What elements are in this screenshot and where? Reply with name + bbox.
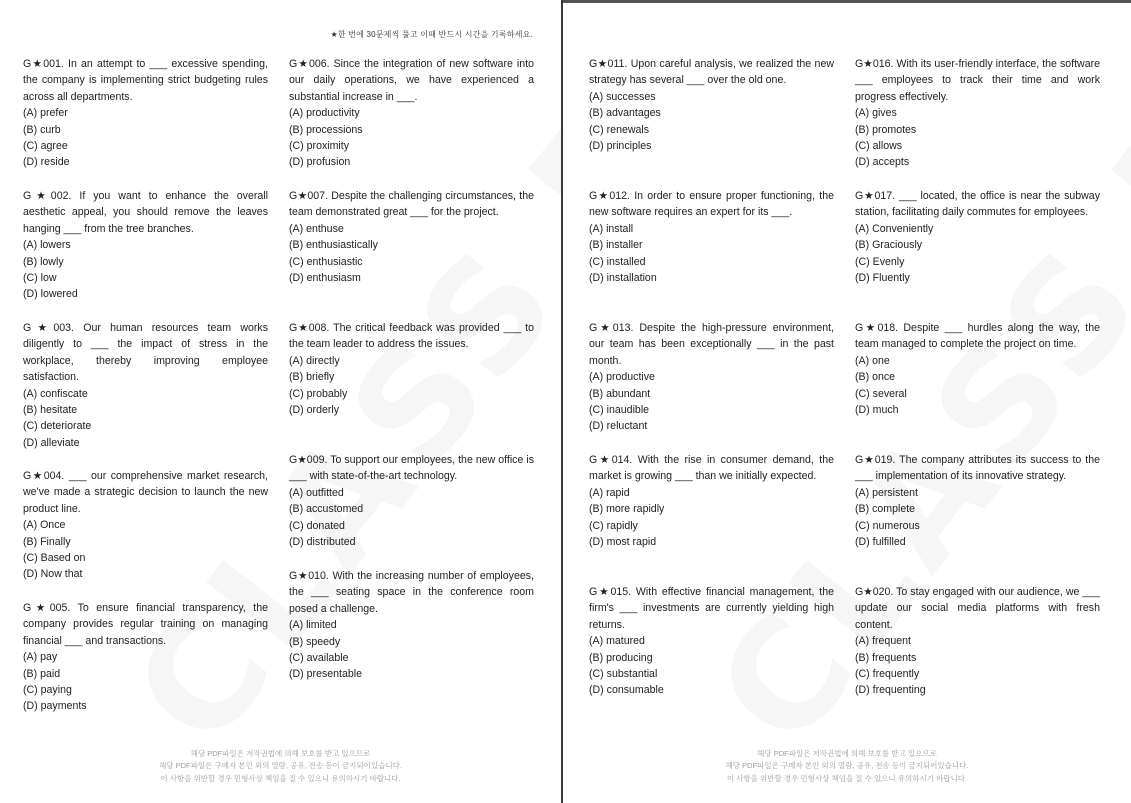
copyright-footer bbox=[0, 748, 561, 786]
question-stem: G★009. To support our employees, the new office is ___ with state-of-the-art technology. bbox=[289, 454, 534, 483]
answer-option: (A) confiscate bbox=[23, 387, 88, 400]
answer-option: (C) rapidly bbox=[589, 519, 638, 532]
answer-option: (C) renewals bbox=[589, 123, 650, 136]
answer-option: (A) rapid bbox=[589, 486, 630, 499]
answer-option: (B) curb bbox=[23, 123, 61, 136]
question-stem: G★014. With the rise in consumer demand, the market is growing ___ than we initially expected. bbox=[589, 454, 834, 483]
question-block bbox=[589, 584, 834, 699]
question-stem: G★004. ___ our comprehensive market research, we've made a strategic decision to launch the new product line. bbox=[23, 470, 268, 515]
answer-option: (B) installer bbox=[589, 239, 643, 252]
question-block bbox=[589, 188, 834, 286]
question-block bbox=[289, 452, 534, 550]
answer-option: (B) once bbox=[855, 371, 896, 384]
answer-option: (D) presentable bbox=[289, 668, 363, 681]
answer-option: (B) hesitate bbox=[23, 404, 78, 417]
answer-option: (D) accepts bbox=[855, 156, 910, 169]
answer-option: (B) complete bbox=[855, 503, 916, 516]
answer-option: (A) productive bbox=[589, 371, 655, 384]
question-stem: G★007. Despite the challenging circumstances, the team demonstrated great ___ for the project. bbox=[289, 190, 534, 219]
answer-option: (A) prefer bbox=[23, 107, 68, 120]
answer-option: (A) lowers bbox=[23, 239, 71, 252]
answer-option: (A) successes bbox=[589, 90, 656, 103]
answer-option: (D) payments bbox=[23, 700, 87, 713]
answer-option: (C) enthusiastic bbox=[289, 255, 363, 268]
question-block bbox=[855, 452, 1100, 550]
answer-option: (C) probably bbox=[289, 387, 348, 400]
answer-option: (B) lowly bbox=[23, 255, 64, 268]
answer-option: (D) reluctant bbox=[589, 420, 648, 433]
right-page bbox=[563, 0, 1131, 803]
answer-option: (C) donated bbox=[289, 519, 345, 532]
question-block bbox=[855, 188, 1100, 286]
question-stem: G★001. In an attempt to ___ excessive spending, the company is implementing strict budgeting rules across all departments. bbox=[23, 58, 268, 103]
page-top-edge bbox=[563, 0, 1131, 3]
footer-line: 이 사항을 위반할 경우 민형사상 책임을 질 수 있으니 유의하시기 바랍니다. bbox=[726, 773, 968, 783]
answer-option: (A) pay bbox=[23, 651, 58, 664]
answer-option: (B) speedy bbox=[289, 635, 341, 648]
answer-option: (B) more rapidly bbox=[589, 503, 665, 516]
answer-option: (B) enthusiastically bbox=[289, 239, 378, 252]
answer-option: (B) briefly bbox=[289, 371, 335, 384]
answer-option: (B) frequents bbox=[855, 651, 917, 664]
answer-option: (B) advantages bbox=[589, 107, 661, 120]
question-stem: G★006. Since the integration of new software into our daily operations, we have experienced a substantial increase in ___. bbox=[289, 58, 534, 103]
answer-option: (D) installation bbox=[589, 272, 657, 285]
answer-option: (A) gives bbox=[855, 107, 897, 120]
question-block bbox=[23, 320, 268, 451]
answer-option: (D) alleviate bbox=[23, 436, 80, 449]
answer-option: (B) abundant bbox=[589, 387, 651, 400]
question-block bbox=[289, 188, 534, 286]
answer-option: (C) frequently bbox=[855, 668, 920, 681]
question-stem: G★012. In order to ensure proper functioning, the new software requires an expert for its ___. bbox=[589, 190, 834, 219]
answer-option: (A) frequent bbox=[855, 635, 911, 648]
answer-option: (C) several bbox=[855, 387, 907, 400]
answer-option: (D) distributed bbox=[289, 536, 356, 549]
question-block bbox=[589, 320, 834, 435]
answer-option: (C) low bbox=[23, 272, 57, 285]
answer-option: (D) Fluently bbox=[855, 272, 910, 285]
answer-option: (A) install bbox=[589, 222, 634, 235]
footer-line: 이 사항을 위반할 경우 민형사상 책임을 질 수 있으니 유의하시기 바랍니다. bbox=[160, 773, 401, 783]
question-stem: G★016. With its user-friendly interface, the software ___ employees to track their time and work progress effectively. bbox=[855, 58, 1100, 103]
answer-option: (D) frequenting bbox=[855, 684, 926, 697]
answer-option: (B) producing bbox=[589, 651, 653, 664]
answer-option: (B) accustomed bbox=[289, 503, 364, 516]
question-stem: G★010. With the increasing number of employees, the ___ seating space in the conference room posed a challenge. bbox=[289, 570, 534, 615]
question-block bbox=[289, 320, 534, 418]
answer-option: (A) Conveniently bbox=[855, 222, 934, 235]
question-block bbox=[23, 600, 268, 715]
answer-option: (C) paying bbox=[23, 684, 72, 697]
answer-option: (D) most rapid bbox=[589, 536, 657, 549]
answer-option: (A) enthuse bbox=[289, 222, 344, 235]
left-page bbox=[0, 0, 561, 803]
answer-option: (C) substantial bbox=[589, 668, 658, 681]
answer-option: (C) allows bbox=[855, 140, 903, 153]
answer-option: (D) consumable bbox=[589, 684, 664, 697]
footer-line: 해당 PDF파일은 저작권법에 의해 보호를 받고 있으므로 bbox=[757, 748, 937, 758]
answer-option: (D) orderly bbox=[289, 404, 340, 417]
question-stem: G★020. To stay engaged with our audience, we ___ update our social media platforms with fresh content. bbox=[855, 586, 1100, 631]
answer-option: (C) inaudible bbox=[589, 404, 650, 417]
question-block bbox=[589, 56, 834, 154]
footer-line: 해당 PDF파일은 구매자 본인 외의 열람, 공유, 전송 등이 금지되어있습니다. bbox=[159, 761, 402, 770]
answer-option: (C) Based on bbox=[23, 552, 86, 565]
answer-option: (A) persistent bbox=[855, 486, 918, 499]
footer-line: 해당 PDF파일은 구매자 본인 외의 열람, 공유, 전송 등이 금지되어있습니다. bbox=[725, 761, 969, 770]
question-stem: G★015. With effective financial management, the firm's ___ investments are currently yielding high returns. bbox=[589, 586, 834, 631]
answer-option: (A) productivity bbox=[289, 107, 360, 120]
answer-option: (D) Now that bbox=[23, 568, 83, 581]
question-block bbox=[855, 584, 1100, 699]
answer-option: (C) proximity bbox=[289, 140, 350, 153]
answer-option: (D) principles bbox=[589, 140, 652, 153]
question-block bbox=[855, 320, 1100, 418]
question-stem: G★002. If you want to enhance the overall aesthetic appeal, you should remove the leaves hanging ___ from the tree branches. bbox=[23, 190, 268, 235]
answer-option: (B) promotes bbox=[855, 123, 917, 136]
question-stem: G★019. The company attributes its success to the ___ implementation of its innovative strategy. bbox=[855, 454, 1100, 483]
answer-option: (C) installed bbox=[589, 255, 646, 268]
answer-option: (C) Evenly bbox=[855, 255, 905, 268]
answer-option: (D) lowered bbox=[23, 288, 78, 301]
question-stem: G★018. Despite ___ hurdles along the way, the team managed to complete the project on time. bbox=[855, 322, 1100, 351]
answer-option: (D) enthusiasm bbox=[289, 272, 361, 285]
question-block bbox=[289, 568, 534, 683]
question-stem: G★011. Upon careful analysis, we realized the new strategy has several ___ over the old one. bbox=[589, 58, 834, 87]
question-stem: G★008. The critical feedback was provided ___ to the team leader to address the issues. bbox=[289, 322, 534, 351]
question-block bbox=[289, 56, 534, 171]
answer-option: (C) numerous bbox=[855, 519, 920, 532]
answer-option: (B) processions bbox=[289, 123, 363, 136]
answer-option: (A) one bbox=[855, 354, 890, 367]
answer-option: (C) available bbox=[289, 652, 349, 665]
answer-option: (A) limited bbox=[289, 619, 337, 632]
answer-option: (D) profusion bbox=[289, 156, 351, 169]
question-block bbox=[23, 468, 268, 583]
answer-option: (D) much bbox=[855, 404, 899, 417]
answer-option: (D) fulfilled bbox=[855, 536, 906, 549]
question-stem: G★003. Our human resources team works diligently to ___ the impact of stress in the workplace, thereby improving employee satisfaction. bbox=[23, 322, 268, 384]
footer-line: 해당 PDF파일은 저작권법에 의해 보호를 받고 있으므로 bbox=[190, 748, 371, 758]
answer-option: (C) agree bbox=[23, 140, 68, 153]
copyright-footer bbox=[563, 748, 1131, 786]
answer-option: (B) Finally bbox=[23, 535, 71, 548]
answer-option: (B) paid bbox=[23, 667, 61, 680]
question-block bbox=[23, 188, 268, 303]
question-stem: G★013. Despite the high-pressure environment, our team has been exceptionally ___ in the past month. bbox=[589, 322, 834, 367]
answer-option: (A) Once bbox=[23, 519, 66, 532]
header-note: ★한 번에 30문제씩 풀고 이때 반드시 시간을 기록하세요. bbox=[330, 30, 533, 39]
question-block bbox=[589, 452, 834, 550]
question-stem: G★005. To ensure financial transparency, the company provides regular training on managing financial ___ and transactions. bbox=[23, 602, 268, 647]
answer-option: (D) reside bbox=[23, 156, 70, 169]
answer-option: (A) outfitted bbox=[289, 486, 344, 499]
question-stem: G★017. ___ located, the office is near the subway station, facilitating daily commutes for employees. bbox=[855, 190, 1100, 219]
question-block bbox=[23, 56, 268, 171]
answer-option: (B) Graciously bbox=[855, 239, 923, 252]
answer-option: (A) matured bbox=[589, 635, 645, 648]
question-block bbox=[855, 56, 1100, 171]
answer-option: (A) directly bbox=[289, 354, 340, 367]
answer-option: (C) deteriorate bbox=[23, 420, 92, 433]
